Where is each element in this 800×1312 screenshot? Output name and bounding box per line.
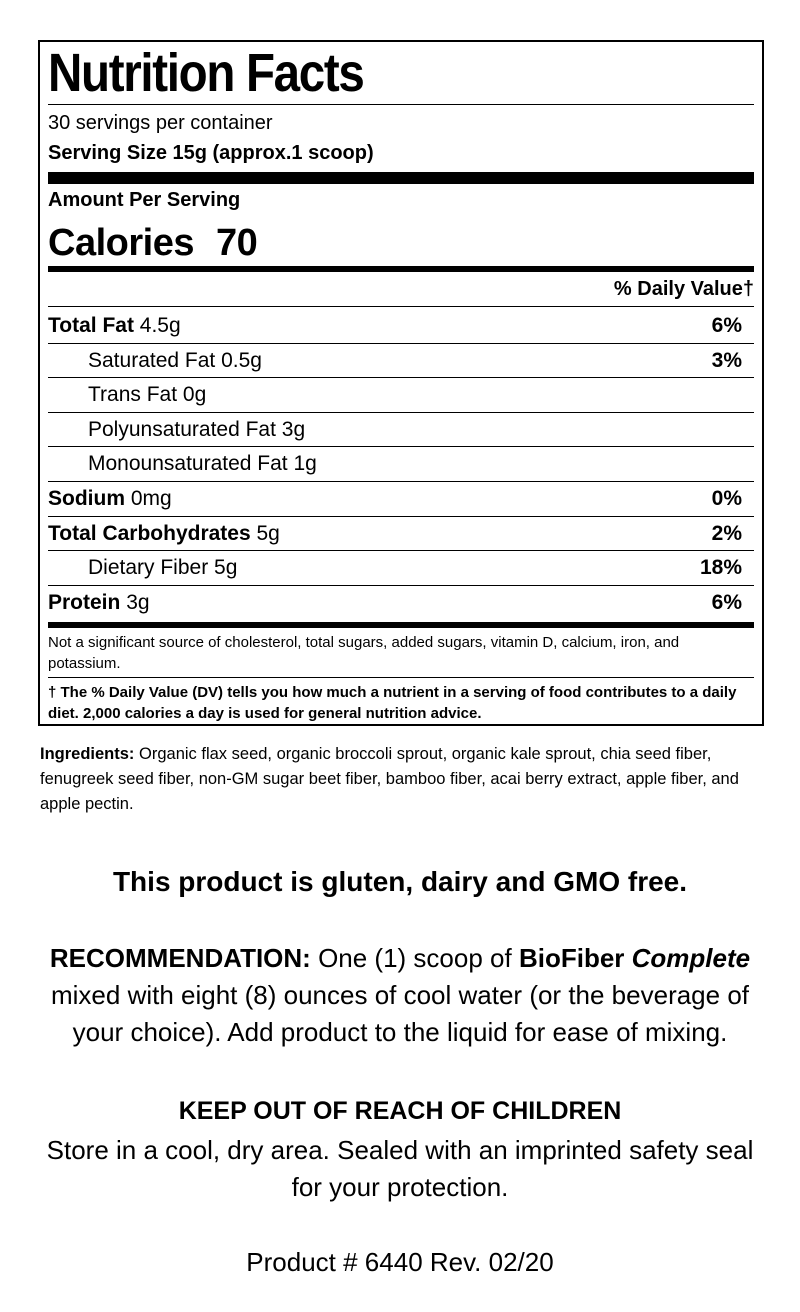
nutrient-name [88, 344, 262, 378]
nutrient-name [88, 378, 206, 412]
nutrient-label: Saturated Fat [88, 349, 216, 372]
calories-label: Calories [48, 222, 194, 264]
nutrient-amount: 4.5g [139, 314, 181, 337]
servings-per-container: 30 servings per container [48, 112, 273, 134]
nutrition-facts-panel [38, 40, 764, 726]
nutrient-row [48, 551, 742, 585]
medium-divider [48, 622, 754, 628]
nutrient-amount: 1g [293, 452, 317, 475]
nutrient-name [48, 586, 150, 620]
calories-row [48, 222, 257, 265]
ingredients-list: Organic flax seed, organic broccoli sprout, organic kale sprout, chia seed fiber, fenugreek seed fiber, non-GM sugar beet fiber, bamboo fiber, acai berry extract, apple fiber, and apple pectin. [40, 745, 739, 813]
nutrient-row [48, 482, 742, 516]
nutrient-amount: 0.5g [221, 349, 262, 372]
nutrient-label: Dietary Fiber [88, 556, 209, 579]
nutrient-daily-value: 2% [711, 522, 742, 545]
nutrient-label: Sodium [48, 487, 125, 510]
nutrient-daily-value: 3% [711, 349, 742, 372]
nutrient-amount: 0mg [130, 487, 172, 510]
nutrient-row [48, 586, 742, 620]
product-code: Product # 6440 Rev. 02/20 [246, 1247, 554, 1277]
footnote-not-significant: Not a significant source of cholesterol, total sugars, added sugars, vitamin D, calcium, iron, and potassium. [48, 634, 680, 672]
nutrient-name [48, 517, 280, 551]
nutrient-amount: 3g [126, 591, 150, 614]
nutrient-daily-value: 18% [699, 556, 742, 579]
nutrient-label: Polyunsaturated Fat [88, 418, 276, 441]
nutrient-label: Protein [48, 591, 121, 614]
nutrient-daily-value: 0% [711, 487, 742, 510]
footnote-daily-value: † The % Daily Value (DV) tells you how much a nutrient in a serving of food contributes to a daily diet. 2,000 calories a day is used for general nutrition advice. [48, 684, 737, 722]
brand-name: BioFiber [518, 943, 625, 973]
nutrient-daily-value: 6% [711, 314, 742, 337]
divider [48, 104, 754, 105]
thick-divider [48, 172, 754, 184]
medium-divider [48, 266, 754, 272]
amount-per-serving: Amount Per Serving [48, 189, 241, 211]
nutrient-row [48, 413, 742, 447]
ingredients-label: Ingredients: [40, 745, 135, 763]
nutrient-name [48, 482, 172, 516]
recommendation-text-after: mixed with eight (8) ounces of cool water (or the beverage of your choice). Add product to the liquid for ease of mixing. [50, 980, 750, 1047]
recommendation-text [30, 940, 770, 1051]
nutrient-label: Total Fat [48, 314, 134, 337]
nutrient-name [88, 413, 305, 447]
nutrient-name [88, 551, 237, 585]
divider [48, 677, 754, 678]
calories-value: 70 [215, 222, 258, 264]
nutrient-row [48, 447, 742, 481]
nutrient-daily-value: 6% [711, 591, 742, 614]
nutrient-amount: 0g [182, 383, 207, 406]
nutrient-label: Total Carbohydrates [48, 522, 251, 545]
nutrient-name [88, 447, 317, 481]
recommendation-label: RECOMMENDATION: [49, 943, 311, 973]
recommendation-text-before: One (1) scoop of [310, 943, 519, 973]
nutrient-row [48, 309, 742, 343]
nutrient-name [48, 309, 181, 343]
nutrient-amount: 3g [281, 418, 306, 441]
serving-size: Serving Size 15g (approx.1 scoop) [48, 142, 374, 164]
ingredients-text [40, 742, 770, 817]
nutrient-amount: 5g [256, 522, 280, 545]
nutrient-label: Monounsaturated Fat [88, 452, 288, 475]
nutrient-amount: 5g [214, 556, 238, 579]
nutrient-row [48, 344, 742, 378]
nutrient-label: Trans Fat [88, 383, 178, 406]
storage-text: Store in a cool, dry area. Sealed with an imprinted safety seal for your protection. [46, 1135, 754, 1202]
divider [48, 306, 754, 307]
daily-value-header: % Daily Value† [613, 278, 754, 300]
nutrient-row [48, 517, 742, 551]
warning-heading: KEEP OUT OF REACH OF CHILDREN [178, 1097, 622, 1125]
nutrient-row [48, 378, 742, 412]
gluten-statement: This product is gluten, dairy and GMO free. [112, 866, 688, 897]
nutrition-facts-title: Nutrition Facts [48, 43, 364, 103]
brand-name-italic: Complete [631, 943, 751, 973]
